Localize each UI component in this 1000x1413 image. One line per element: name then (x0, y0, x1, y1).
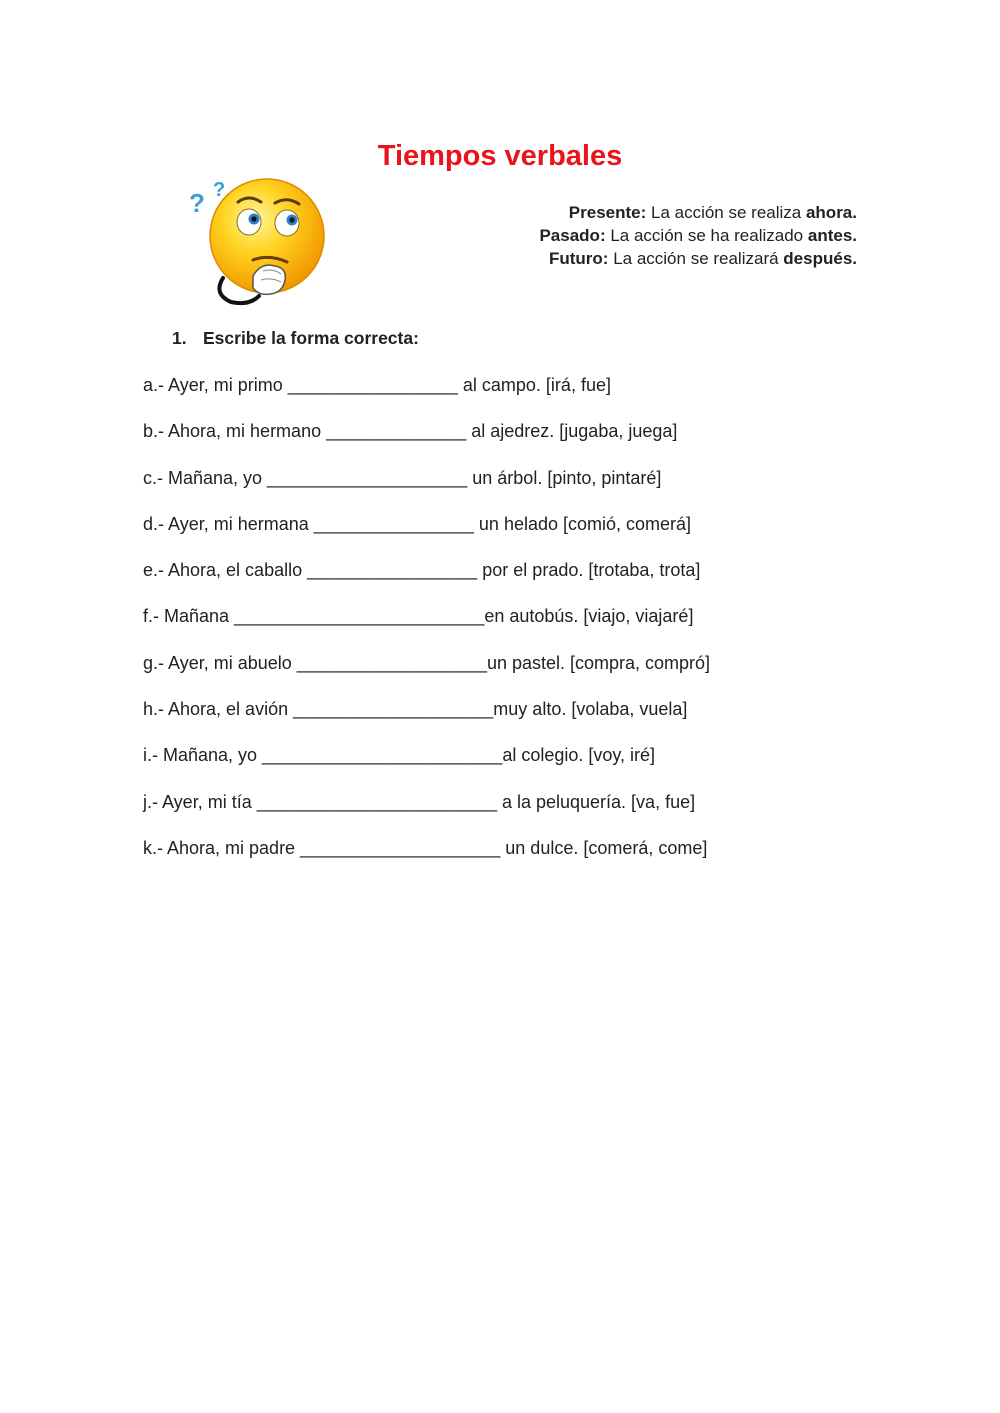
exercise-sentence-a: a.- Ayer, mi primo _________________ al campo. [irá, fue] (143, 375, 611, 395)
definition-presente (539, 201, 857, 224)
definition-keyword: antes. (807, 226, 857, 245)
exercise-sentence-f: f.- Mañana _________________________en autobús. [viajo, viajaré] (143, 606, 694, 627)
definition-keyword: ahora. (805, 203, 857, 222)
exercise-sentence-d: d.- Ayer, mi hermana ________________ un helado [comió, comerá] (143, 513, 692, 534)
definition-text: La acción se realizará (608, 249, 784, 268)
question-mark-icon: ? (189, 188, 205, 218)
definition-text: La acción se ha realizado (605, 226, 808, 245)
thinking-emoji-image (183, 176, 328, 308)
definition-term: Pasado: (539, 226, 606, 245)
exercise-instruction-text: Escribe la forma correcta: (203, 328, 419, 348)
exercise-sentence-k: k.- Ahora, mi padre ____________________ un dulce. [comerá, come] (143, 837, 708, 858)
definition-pasado (539, 224, 857, 247)
exercise-sentence-g: g.- Ayer, mi abuelo ___________________un pastel. [compra, compró] (143, 652, 711, 673)
exercise-sentence-c: c.- Mañana, yo ____________________ un árbol. [pinto, pintaré] (143, 467, 662, 488)
exercise-sentence-i: i.- Mañana, yo ________________________al colegio. [voy, iré] (143, 745, 656, 766)
definition-term: Presente: (568, 203, 647, 222)
exercise-sentence-b: b.- Ahora, mi hermano ______________ al ajedrez. [jugaba, juega] (143, 421, 678, 442)
definition-futuro (539, 247, 857, 270)
exercise-sentence-j: j.- Ayer, mi tía ________________________ a la peluquería. [va, fue] (143, 791, 696, 812)
definition-keyword: después. (783, 249, 857, 268)
question-mark-icon: ? (213, 179, 226, 201)
exercise-sentence-h: h.- Ahora, el avión ____________________muy alto. [volaba, vuela] (143, 699, 688, 720)
exercise-sentence-list (143, 373, 710, 882)
page-title: Tiempos verbales (377, 140, 623, 172)
exercise-instruction (172, 328, 419, 349)
exercise-sentence-e: e.- Ahora, el caballo _________________ por el prado. [trotaba, trota] (143, 560, 701, 581)
tense-definitions (539, 201, 857, 270)
exercise-number: 1. (172, 328, 187, 348)
definition-text: La acción se realiza (646, 203, 806, 222)
definition-term: Futuro: (548, 249, 609, 268)
